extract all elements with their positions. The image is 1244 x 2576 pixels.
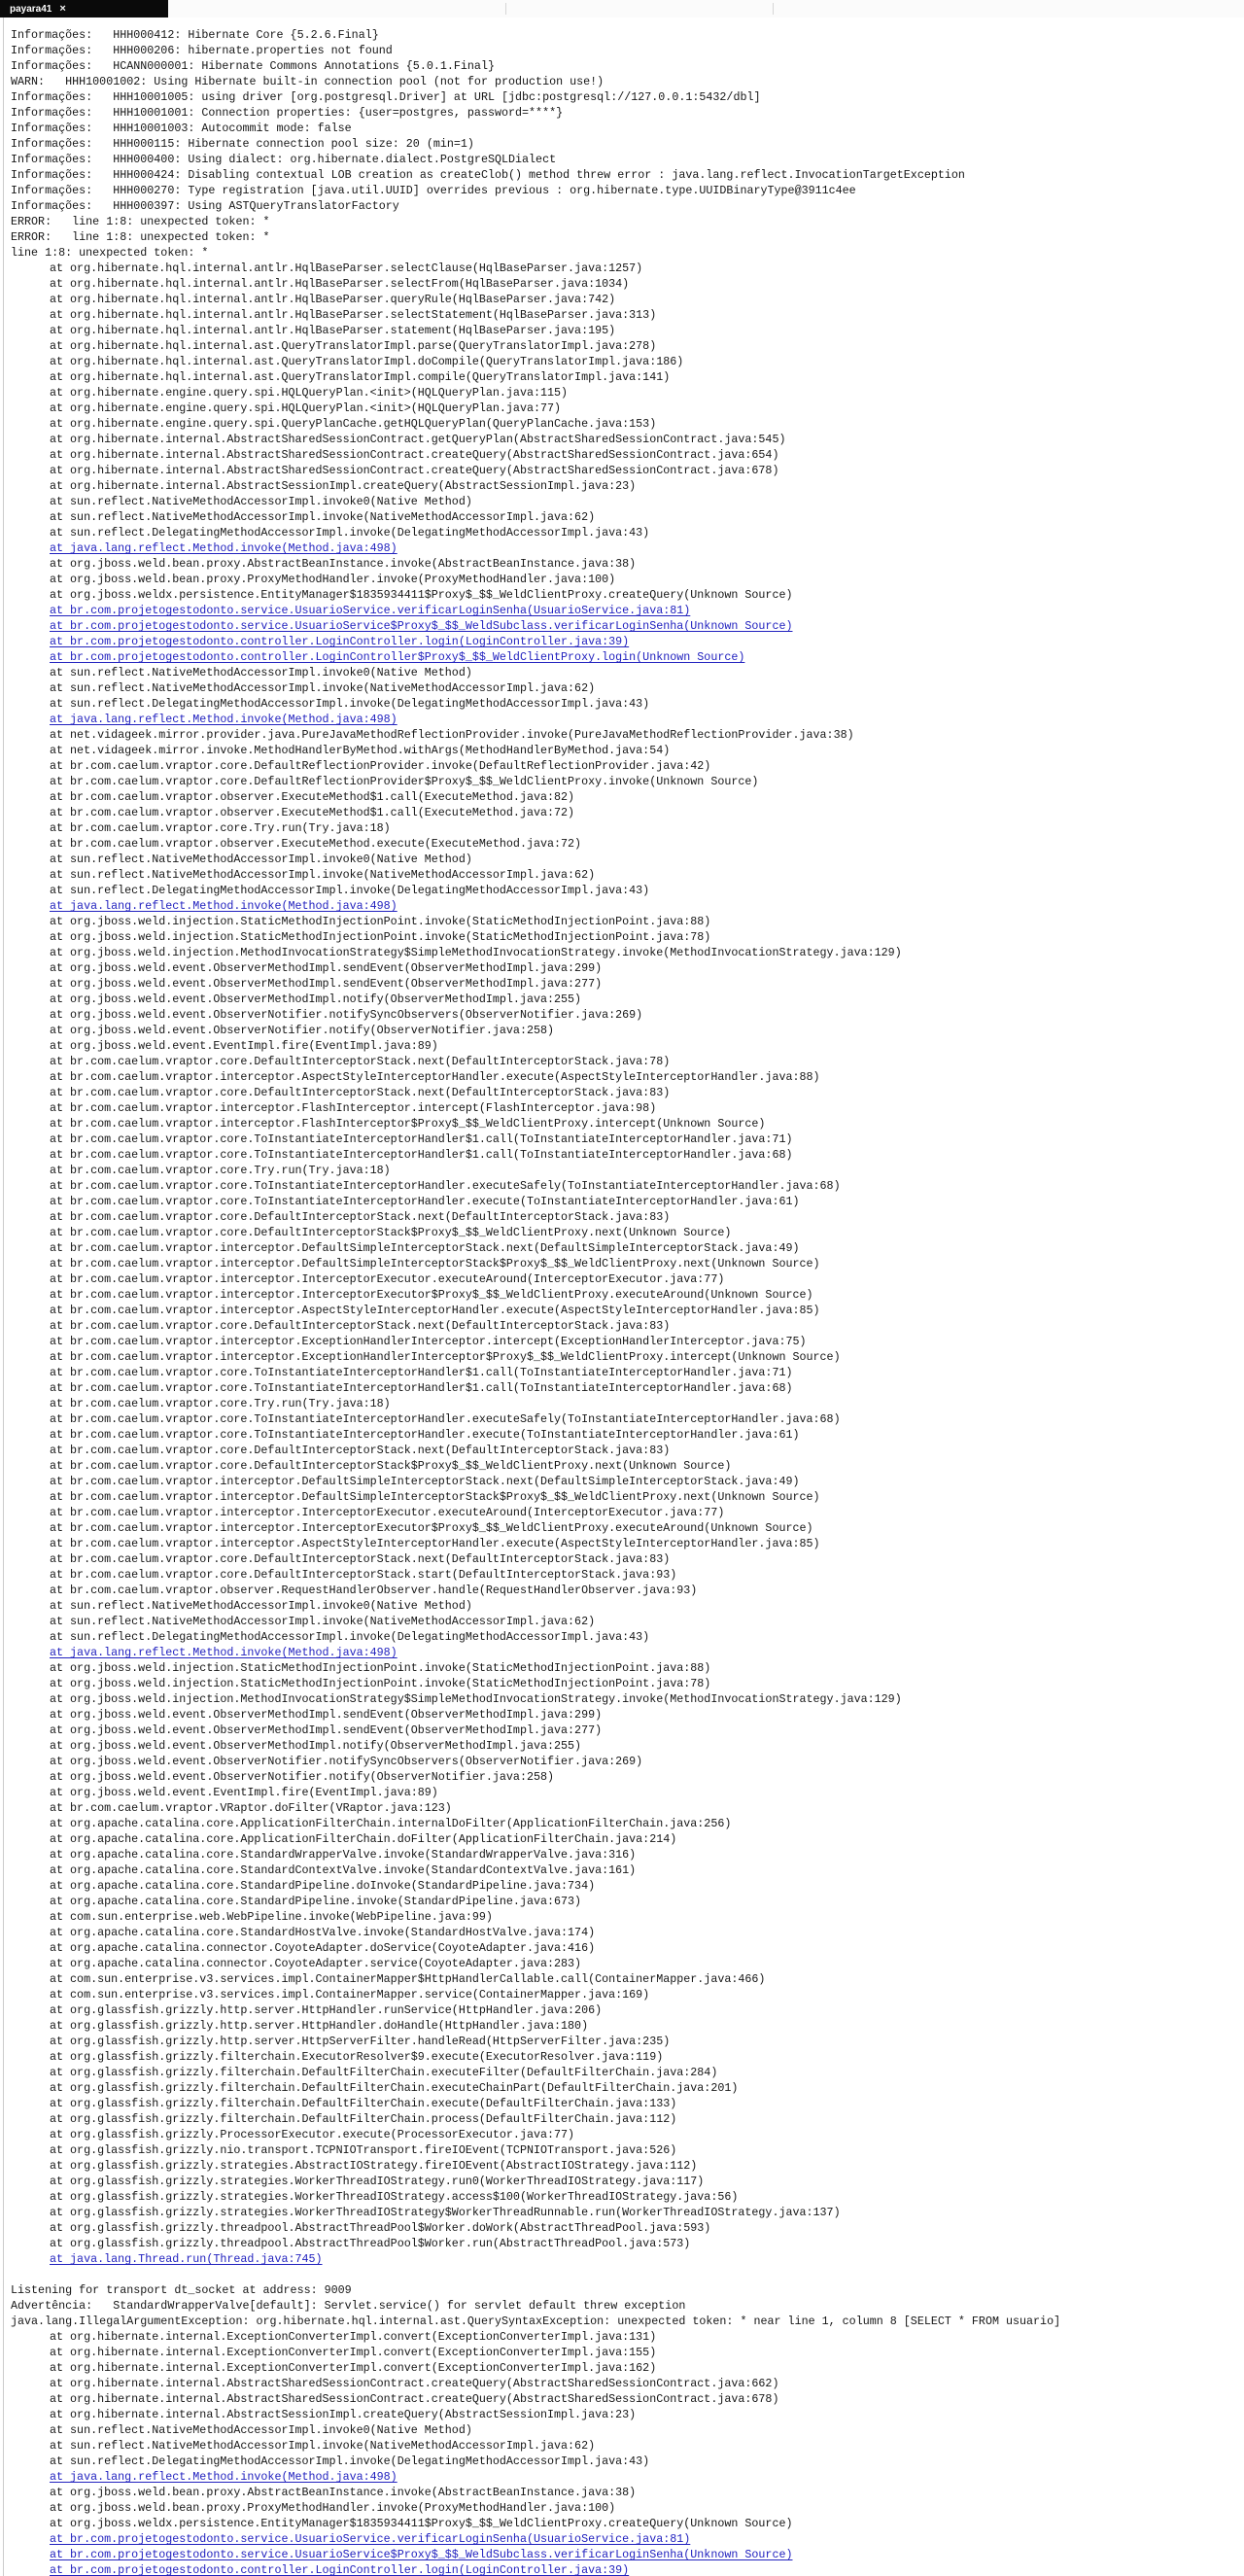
log-line xyxy=(11,1645,1244,1660)
log-line: at br.com.caelum.vraptor.core.ToInstantiateInterceptorHandler.executeSafely(ToInstantiateInterceptorHandler.java:68) xyxy=(50,1412,841,1426)
log-line: at org.jboss.weld.event.ObserverMethodImpl.sendEvent(ObserverMethodImpl.java:299) xyxy=(50,961,603,975)
log-line: at org.apache.catalina.connector.CoyoteAdapter.doService(CoyoteAdapter.java:416) xyxy=(50,1941,596,1955)
log-line: at br.com.caelum.vraptor.interceptor.ExceptionHandlerInterceptor$Proxy$_$$_WeldClientProxy.intercept(Unknown Source) xyxy=(50,1350,841,1364)
log-line: at org.jboss.weld.event.EventImpl.fire(EventImpl.java:89) xyxy=(50,1039,438,1053)
log-line: at br.com.caelum.vraptor.core.DefaultInterceptorStack$Proxy$_$$_WeldClientProxy.next(Unknown Source) xyxy=(50,1459,732,1473)
log-line: at br.com.caelum.vraptor.core.DefaultReflectionProvider$Proxy$_$$_WeldClientProxy.invoke(Unknown Source) xyxy=(50,775,759,788)
log-line: at org.glassfish.grizzly.strategies.AbstractIOStrategy.fireIOEvent(AbstractIOStrategy.java:112) xyxy=(50,2159,698,2173)
log-line: at org.hibernate.internal.AbstractSessionImpl.createQuery(AbstractSessionImpl.java:23) xyxy=(50,479,637,493)
log-line: at org.jboss.weld.event.ObserverMethodImpl.notify(ObserverMethodImpl.java:255) xyxy=(50,992,582,1006)
log-line: at org.glassfish.grizzly.filterchain.DefaultFilterChain.process(DefaultFilterChain.java:112) xyxy=(50,2112,677,2126)
stack-trace-link[interactable]: at br.com.projetogestodonto.service.UsuarioService$Proxy$_$$_WeldSubclass.verificarLoginSenha(Unknown Source) xyxy=(50,2548,793,2561)
log-line: at org.apache.catalina.connector.CoyoteAdapter.service(CoyoteAdapter.java:283) xyxy=(50,1957,582,1970)
log-line: at org.hibernate.hql.internal.antlr.HqlBaseParser.statement(HqlBaseParser.java:195) xyxy=(50,324,616,337)
log-line: Informações: HCANN000001: Hibernate Commons Annotations {5.0.1.Final} xyxy=(11,59,495,73)
log-line: Informações: HHH000206: hibernate.properties not found xyxy=(11,44,393,57)
log-line: at br.com.caelum.vraptor.core.DefaultInterceptorStack.next(DefaultInterceptorStack.java:83) xyxy=(50,1210,671,1224)
log-line: at org.hibernate.internal.AbstractSessionImpl.createQuery(AbstractSessionImpl.java:23) xyxy=(50,2408,637,2421)
log-line: at br.com.caelum.vraptor.interceptor.DefaultSimpleInterceptorStack.next(DefaultSimpleInterceptorStack.java:49) xyxy=(50,1475,800,1488)
tab-strip-separator xyxy=(773,3,774,15)
log-line: at org.jboss.weldx.persistence.EntityManager$1835934411$Proxy$_$$_WeldClientProxy.createQuery(Unknown Source) xyxy=(50,588,793,602)
log-line xyxy=(11,712,1244,727)
log-line: at org.glassfish.grizzly.ProcessorExecutor.execute(ProcessorExecutor.java:77) xyxy=(50,2128,575,2141)
log-line: at br.com.caelum.vraptor.core.ToInstantiateInterceptorHandler.execute(ToInstantiateInterceptorHandler.java:61) xyxy=(50,1195,800,1208)
log-line: Advertência: StandardWrapperValve[default]: Servlet.service() for servlet default threw exception xyxy=(11,2299,686,2313)
log-line: at org.hibernate.hql.internal.antlr.HqlBaseParser.queryRule(HqlBaseParser.java:742) xyxy=(50,293,616,306)
log-line: at br.com.caelum.vraptor.observer.RequestHandlerObserver.handle(RequestHandlerObserver.java:93) xyxy=(50,1584,698,1597)
log-line: at br.com.caelum.vraptor.interceptor.AspectStyleInterceptorHandler.execute(AspectStyleInterceptorHandler.java:85) xyxy=(50,1304,820,1317)
log-line: at br.com.caelum.vraptor.core.DefaultInterceptorStack.next(DefaultInterceptorStack.java:83) xyxy=(50,1319,671,1333)
log-line: at br.com.caelum.vraptor.core.DefaultInterceptorStack.next(DefaultInterceptorStack.java:83) xyxy=(50,1444,671,1457)
stack-trace-link[interactable]: at java.lang.reflect.Method.invoke(Method.java:498) xyxy=(50,1646,397,1659)
log-line: at org.jboss.weld.bean.proxy.AbstractBeanInstance.invoke(AbstractBeanInstance.java:38) xyxy=(50,557,637,571)
log-line: at org.hibernate.engine.query.spi.HQLQueryPlan.<init>(HQLQueryPlan.java:115) xyxy=(50,386,569,400)
log-line: at br.com.caelum.vraptor.interceptor.DefaultSimpleInterceptorStack.next(DefaultSimpleInterceptorStack.java:49) xyxy=(50,1241,800,1255)
log-line: java.lang.IllegalArgumentException: org.hibernate.hql.internal.ast.QuerySyntaxException: unexpected token: * near line 1, column 8 [SELECT * FROM usuario] xyxy=(11,2315,1061,2328)
log-line: at br.com.caelum.vraptor.interceptor.InterceptorExecutor$Proxy$_$$_WeldClientProxy.executeAround(Unknown Source) xyxy=(50,1288,813,1302)
stack-trace-link[interactable]: at java.lang.reflect.Method.invoke(Method.java:498) xyxy=(50,2470,397,2484)
log-line: at sun.reflect.DelegatingMethodAccessorImpl.invoke(DelegatingMethodAccessorImpl.java:43) xyxy=(50,2454,650,2468)
log-line: at org.glassfish.grizzly.filterchain.DefaultFilterChain.execute(DefaultFilterChain.java:133) xyxy=(50,2097,677,2110)
log-line: at sun.reflect.DelegatingMethodAccessorImpl.invoke(DelegatingMethodAccessorImpl.java:43) xyxy=(50,884,650,897)
log-line: at org.jboss.weld.injection.StaticMethodInjectionPoint.invoke(StaticMethodInjectionPoint.java:88) xyxy=(50,915,711,928)
log-line: at br.com.caelum.vraptor.core.ToInstantiateInterceptorHandler$1.call(ToInstantiateInterceptorHandler.java:71) xyxy=(50,1366,793,1379)
log-line: ERROR: line 1:8: unexpected token: * xyxy=(11,230,270,244)
log-line: at org.hibernate.internal.ExceptionConverterImpl.convert(ExceptionConverterImpl.java:162) xyxy=(50,2361,657,2375)
log-line: at br.com.caelum.vraptor.core.ToInstantiateInterceptorHandler.executeSafely(ToInstantiateInterceptorHandler.java:68) xyxy=(50,1179,841,1193)
log-line: at sun.reflect.NativeMethodAccessorImpl.invoke(NativeMethodAccessorImpl.java:62) xyxy=(50,1615,596,1628)
log-line xyxy=(11,2469,1244,2485)
log-line: at org.apache.catalina.core.StandardWrapperValve.invoke(StandardWrapperValve.java:316) xyxy=(50,1848,637,1862)
log-line: line 1:8: unexpected token: * xyxy=(11,246,209,260)
log-line: at org.glassfish.grizzly.strategies.WorkerThreadIOStrategy$WorkerThreadRunnable.run(WorkerThreadIOStrategy.java:137) xyxy=(50,2206,841,2219)
log-line: ERROR: line 1:8: unexpected token: * xyxy=(11,215,270,228)
log-line: at sun.reflect.NativeMethodAccessorImpl.invoke(NativeMethodAccessorImpl.java:62) xyxy=(50,681,596,695)
log-line: at org.jboss.weld.injection.StaticMethodInjectionPoint.invoke(StaticMethodInjectionPoint.java:78) xyxy=(50,930,711,944)
log-line: at br.com.caelum.vraptor.interceptor.InterceptorExecutor$Proxy$_$$_WeldClientProxy.executeAround(Unknown Source) xyxy=(50,1521,813,1535)
log-line xyxy=(11,2547,1244,2562)
stack-trace-link[interactable]: at java.lang.reflect.Method.invoke(Method.java:498) xyxy=(50,713,397,726)
output-tab-bar xyxy=(0,0,1244,17)
tab-label: payara41 xyxy=(10,3,52,15)
log-line: at org.hibernate.engine.query.spi.HQLQueryPlan.<init>(HQLQueryPlan.java:77) xyxy=(50,401,562,415)
log-line: at br.com.caelum.vraptor.interceptor.InterceptorExecutor.executeAround(InterceptorExecutor.java:77) xyxy=(50,1272,725,1286)
log-line: at br.com.caelum.vraptor.core.Try.run(Try.java:18) xyxy=(50,1397,391,1410)
log-line: at org.hibernate.hql.internal.antlr.HqlBaseParser.selectClause(HqlBaseParser.java:1257) xyxy=(50,261,643,275)
log-line: at sun.reflect.NativeMethodAccessorImpl.invoke(NativeMethodAccessorImpl.java:62) xyxy=(50,510,596,524)
stack-trace-link[interactable]: at br.com.projetogestodonto.controller.LoginController$Proxy$_$$_WeldClientProxy.login(Unknown Source) xyxy=(50,650,745,664)
log-line: Informações: HHH000412: Hibernate Core {5.2.6.Final} xyxy=(11,28,379,42)
stack-trace-link[interactable]: at java.lang.Thread.run(Thread.java:745) xyxy=(50,2252,323,2266)
log-line: at org.jboss.weld.event.ObserverNotifier.notifySyncObservers(ObserverNotifier.java:269) xyxy=(50,1008,643,1022)
log-line: at org.hibernate.internal.AbstractSharedSessionContract.createQuery(AbstractSharedSessionContract.java:654) xyxy=(50,448,779,462)
stack-trace-link[interactable]: at java.lang.reflect.Method.invoke(Method.java:498) xyxy=(50,541,397,555)
log-line: at br.com.caelum.vraptor.interceptor.FlashInterceptor$Proxy$_$$_WeldClientProxy.intercept(Unknown Source) xyxy=(50,1117,766,1131)
log-line: at org.hibernate.internal.AbstractSharedSessionContract.createQuery(AbstractSharedSessionContract.java:678) xyxy=(50,464,779,477)
log-line: at org.jboss.weld.event.ObserverMethodImpl.sendEvent(ObserverMethodImpl.java:277) xyxy=(50,1723,603,1737)
log-line: at org.hibernate.hql.internal.antlr.HqlBaseParser.selectFrom(HqlBaseParser.java:1034) xyxy=(50,277,630,291)
log-line: at org.hibernate.hql.internal.ast.QueryTranslatorImpl.parse(QueryTranslatorImpl.java:278) xyxy=(50,339,657,353)
log-line: at org.hibernate.hql.internal.ast.QueryTranslatorImpl.doCompile(QueryTranslatorImpl.java:186) xyxy=(50,355,684,368)
log-line: at org.jboss.weld.event.ObserverMethodImpl.sendEvent(ObserverMethodImpl.java:277) xyxy=(50,977,603,991)
log-line: Informações: HHH10001003: Autocommit mode: false xyxy=(11,122,352,135)
log-line: at org.apache.catalina.core.StandardHostValve.invoke(StandardHostValve.java:174) xyxy=(50,1926,596,1939)
log-line: at org.hibernate.internal.AbstractSharedSessionContract.getQueryPlan(AbstractSharedSessionContract.java:545) xyxy=(50,433,786,446)
log-line: at org.jboss.weld.event.ObserverNotifier.notify(ObserverNotifier.java:258) xyxy=(50,1770,555,1784)
log-line: at sun.reflect.NativeMethodAccessorImpl.invoke0(Native Method) xyxy=(50,666,472,679)
log-line: at org.glassfish.grizzly.filterchain.ExecutorResolver$9.execute(ExecutorResolver.java:119) xyxy=(50,2050,664,2064)
log-line: at br.com.caelum.vraptor.core.ToInstantiateInterceptorHandler$1.call(ToInstantiateInterceptorHandler.java:71) xyxy=(50,1132,793,1146)
log-line: at br.com.caelum.vraptor.observer.ExecuteMethod$1.call(ExecuteMethod.java:72) xyxy=(50,806,575,819)
log-line: Informações: HHH000400: Using dialect: org.hibernate.dialect.PostgreSQLDialect xyxy=(11,153,557,166)
log-line: at br.com.caelum.vraptor.interceptor.AspectStyleInterceptorHandler.execute(AspectStyleInterceptorHandler.java:88) xyxy=(50,1070,820,1084)
log-line: at sun.reflect.NativeMethodAccessorImpl.invoke(NativeMethodAccessorImpl.java:62) xyxy=(50,2439,596,2453)
log-line: at org.glassfish.grizzly.threadpool.AbstractThreadPool$Worker.run(AbstractThreadPool.java:573) xyxy=(50,2237,691,2250)
log-line xyxy=(11,649,1244,665)
close-icon[interactable]: × xyxy=(59,3,66,15)
log-line xyxy=(11,2251,1244,2267)
log-line: at br.com.caelum.vraptor.interceptor.InterceptorExecutor.executeAround(InterceptorExecutor.java:77) xyxy=(50,1506,725,1519)
log-line: WARN: HHH10001002: Using Hibernate built-in connection pool (not for production use!) xyxy=(11,75,605,88)
log-line: at org.jboss.weld.bean.proxy.ProxyMethodHandler.invoke(ProxyMethodHandler.java:100) xyxy=(50,2501,616,2515)
log-line: at br.com.caelum.vraptor.interceptor.FlashInterceptor.intercept(FlashInterceptor.java:98) xyxy=(50,1101,657,1115)
log-line: at br.com.caelum.vraptor.core.DefaultInterceptorStack$Proxy$_$$_WeldClientProxy.next(Unknown Source) xyxy=(50,1226,732,1239)
stack-trace-link[interactable]: at br.com.projetogestodonto.service.UsuarioService.verificarLoginSenha(UsuarioService.java:81) xyxy=(50,604,691,617)
log-line: at br.com.caelum.vraptor.interceptor.AspectStyleInterceptorHandler.execute(AspectStyleInterceptorHandler.java:85) xyxy=(50,1537,820,1550)
log-line: Informações: HHH000397: Using ASTQueryTranslatorFactory xyxy=(11,199,399,213)
log-line: Informações: HHH10001001: Connection properties: {user=postgres, password=****} xyxy=(11,106,564,120)
log-line: at org.glassfish.grizzly.strategies.WorkerThreadIOStrategy.run0(WorkerThreadIOStrategy.java:117) xyxy=(50,2175,705,2188)
log-line: at org.glassfish.grizzly.threadpool.AbstractThreadPool$Worker.doWork(AbstractThreadPool.java:593) xyxy=(50,2221,711,2235)
log-line: at br.com.caelum.vraptor.interceptor.ExceptionHandlerInterceptor.intercept(ExceptionHandlerInterceptor.java:75) xyxy=(50,1335,807,1348)
log-line: at br.com.caelum.vraptor.core.DefaultReflectionProvider.invoke(DefaultReflectionProvider.java:42) xyxy=(50,759,711,773)
log-line xyxy=(11,2562,1244,2576)
log-line: at sun.reflect.NativeMethodAccessorImpl.invoke0(Native Method) xyxy=(50,853,472,866)
log-line: at org.apache.catalina.core.StandardContextValve.invoke(StandardContextValve.java:161) xyxy=(50,1863,637,1877)
log-line: at org.jboss.weld.bean.proxy.AbstractBeanInstance.invoke(AbstractBeanInstance.java:38) xyxy=(50,2486,637,2499)
log-line: at br.com.caelum.vraptor.core.Try.run(Try.java:18) xyxy=(50,821,391,835)
log-line xyxy=(11,540,1244,556)
log-line: at org.hibernate.engine.query.spi.QueryPlanCache.getHQLQueryPlan(QueryPlanCache.java:153) xyxy=(50,417,657,431)
log-line: Listening for transport dt_socket at address: 9009 xyxy=(11,2283,352,2297)
log-line: at br.com.caelum.vraptor.VRaptor.doFilter(VRaptor.java:123) xyxy=(50,1801,452,1815)
log-line: at org.hibernate.internal.AbstractSharedSessionContract.createQuery(AbstractSharedSessionContract.java:678) xyxy=(50,2392,779,2406)
console-output[interactable] xyxy=(0,17,1244,2576)
log-line: at org.jboss.weld.event.ObserverNotifier.notifySyncObservers(ObserverNotifier.java:269) xyxy=(50,1755,643,1768)
stack-trace-link[interactable]: at br.com.projetogestodonto.service.UsuarioService.verificarLoginSenha(UsuarioService.java:81) xyxy=(50,2532,691,2546)
log-line: at org.hibernate.internal.ExceptionConverterImpl.convert(ExceptionConverterImpl.java:155) xyxy=(50,2346,657,2359)
log-line: at org.jboss.weld.event.ObserverNotifier.notify(ObserverNotifier.java:258) xyxy=(50,1024,555,1037)
tab-payara41[interactable] xyxy=(0,0,168,17)
log-line: at br.com.caelum.vraptor.interceptor.DefaultSimpleInterceptorStack$Proxy$_$$_WeldClientProxy.next(Unknown Source) xyxy=(50,1490,820,1504)
log-line xyxy=(11,603,1244,618)
log-line: at org.hibernate.internal.ExceptionConverterImpl.convert(ExceptionConverterImpl.java:131) xyxy=(50,2330,657,2344)
log-line: at org.glassfish.grizzly.nio.transport.TCPNIOTransport.fireIOEvent(TCPNIOTransport.java:526) xyxy=(50,2143,677,2157)
log-line: at sun.reflect.DelegatingMethodAccessorImpl.invoke(DelegatingMethodAccessorImpl.java:43) xyxy=(50,526,650,540)
stack-trace-link[interactable]: at br.com.projetogestodonto.controller.LoginController.login(LoginController.java:39) xyxy=(50,2563,630,2576)
log-line xyxy=(11,898,1244,914)
stack-trace-link[interactable]: at java.lang.reflect.Method.invoke(Method.java:498) xyxy=(50,899,397,913)
log-line: at org.jboss.weld.injection.StaticMethodInjectionPoint.invoke(StaticMethodInjectionPoint.java:78) xyxy=(50,1677,711,1690)
log-line: at br.com.caelum.vraptor.observer.ExecuteMethod$1.call(ExecuteMethod.java:82) xyxy=(50,790,575,804)
log-line xyxy=(11,634,1244,649)
log-line: at com.sun.enterprise.web.WebPipeline.invoke(WebPipeline.java:99) xyxy=(50,1910,493,1924)
log-line: at br.com.caelum.vraptor.core.DefaultInterceptorStack.start(DefaultInterceptorStack.java:93) xyxy=(50,1568,677,1582)
log-line: at org.apache.catalina.core.ApplicationFilterChain.internalDoFilter(ApplicationFilterChain.java:256) xyxy=(50,1817,732,1830)
log-line: at org.hibernate.hql.internal.ast.QueryTranslatorImpl.compile(QueryTranslatorImpl.java:141) xyxy=(50,370,671,384)
log-line: Informações: HHH000424: Disabling contextual LOB creation as createClob() method threw error : java.lang.reflect.InvocationTargetException xyxy=(11,168,965,182)
log-line: at org.jboss.weld.event.ObserverMethodImpl.notify(ObserverMethodImpl.java:255) xyxy=(50,1739,582,1753)
log-line: at br.com.caelum.vraptor.core.Try.run(Try.java:18) xyxy=(50,1164,391,1177)
log-line: at org.glassfish.grizzly.http.server.HttpHandler.runService(HttpHandler.java:206) xyxy=(50,2003,603,2017)
log-line: at br.com.caelum.vraptor.core.DefaultInterceptorStack.next(DefaultInterceptorStack.java:78) xyxy=(50,1055,671,1068)
log-line: at org.glassfish.grizzly.strategies.WorkerThreadIOStrategy.access$100(WorkerThreadIOStrategy.java:56) xyxy=(50,2190,739,2204)
log-line: at org.jboss.weld.injection.StaticMethodInjectionPoint.invoke(StaticMethodInjectionPoint.java:88) xyxy=(50,1661,711,1675)
log-line: at org.jboss.weldx.persistence.EntityManager$1835934411$Proxy$_$$_WeldClientProxy.createQuery(Unknown Source) xyxy=(50,2517,793,2530)
log-line: at org.hibernate.hql.internal.antlr.HqlBaseParser.selectStatement(HqlBaseParser.java:313) xyxy=(50,308,657,322)
log-line: at org.hibernate.internal.AbstractSharedSessionContract.createQuery(AbstractSharedSessionContract.java:662) xyxy=(50,2377,779,2390)
log-line: at br.com.caelum.vraptor.core.ToInstantiateInterceptorHandler.execute(ToInstantiateInterceptorHandler.java:61) xyxy=(50,1428,800,1442)
stack-trace-link[interactable]: at br.com.projetogestodonto.service.UsuarioService$Proxy$_$$_WeldSubclass.verificarLoginSenha(Unknown Source) xyxy=(50,619,793,633)
log-line: Informações: HHH10001005: using driver [org.postgresql.Driver] at URL [jdbc:postgresql://127.0.0.1:5432/dbl] xyxy=(11,90,761,104)
log-line: at net.vidageek.mirror.provider.java.PureJavaMethodReflectionProvider.invoke(PureJavaMethodReflectionProvider.java:38) xyxy=(50,728,854,742)
log-line xyxy=(11,2531,1244,2547)
log-line: at br.com.caelum.vraptor.observer.ExecuteMethod.execute(ExecuteMethod.java:72) xyxy=(50,837,582,851)
log-line: at sun.reflect.DelegatingMethodAccessorImpl.invoke(DelegatingMethodAccessorImpl.java:43) xyxy=(50,1630,650,1644)
log-line: at org.glassfish.grizzly.filterchain.DefaultFilterChain.executeChainPart(DefaultFilterChain.java:201) xyxy=(50,2081,739,2095)
log-line: at org.glassfish.grizzly.filterchain.DefaultFilterChain.executeFilter(DefaultFilterChain.java:284) xyxy=(50,2066,718,2079)
log-line: at br.com.caelum.vraptor.core.ToInstantiateInterceptorHandler$1.call(ToInstantiateInterceptorHandler.java:68) xyxy=(50,1381,793,1395)
log-line: at com.sun.enterprise.v3.services.impl.ContainerMapper.service(ContainerMapper.java:169) xyxy=(50,1988,650,2002)
log-line: at com.sun.enterprise.v3.services.impl.ContainerMapper$HttpHandlerCallable.call(ContainerMapper.java:466) xyxy=(50,1972,766,1986)
log-line xyxy=(11,2267,1244,2282)
log-line: at org.jboss.weld.injection.MethodInvocationStrategy$SimpleMethodInvocationStrategy.invoke(MethodInvocationStrategy.java:129) xyxy=(50,1692,902,1706)
log-line: at org.jboss.weld.bean.proxy.ProxyMethodHandler.invoke(ProxyMethodHandler.java:100) xyxy=(50,573,616,586)
log-line: at org.glassfish.grizzly.http.server.HttpServerFilter.handleRead(HttpServerFilter.java:235) xyxy=(50,2035,671,2048)
log-line: at sun.reflect.NativeMethodAccessorImpl.invoke0(Native Method) xyxy=(50,1599,472,1613)
log-line: at sun.reflect.NativeMethodAccessorImpl.invoke0(Native Method) xyxy=(50,2423,472,2437)
log-line: at sun.reflect.NativeMethodAccessorImpl.invoke(NativeMethodAccessorImpl.java:62) xyxy=(50,868,596,882)
log-line: at org.jboss.weld.injection.MethodInvocationStrategy$SimpleMethodInvocationStrategy.invoke(MethodInvocationStrategy.java:129) xyxy=(50,946,902,959)
log-line xyxy=(11,618,1244,634)
log-line: at org.jboss.weld.event.ObserverMethodImpl.sendEvent(ObserverMethodImpl.java:299) xyxy=(50,1708,603,1722)
log-line: at net.vidageek.mirror.invoke.MethodHandlerByMethod.withArgs(MethodHandlerByMethod.java:54) xyxy=(50,744,671,757)
log-line: at org.apache.catalina.core.StandardPipeline.invoke(StandardPipeline.java:673) xyxy=(50,1895,582,1908)
log-line: at br.com.caelum.vraptor.core.DefaultInterceptorStack.next(DefaultInterceptorStack.java:83) xyxy=(50,1086,671,1099)
log-line: Informações: HHH000115: Hibernate connection pool size: 20 (min=1) xyxy=(11,137,474,151)
log-line: at br.com.caelum.vraptor.interceptor.DefaultSimpleInterceptorStack$Proxy$_$$_WeldClientProxy.next(Unknown Source) xyxy=(50,1257,820,1271)
log-line: at org.apache.catalina.core.ApplicationFilterChain.doFilter(ApplicationFilterChain.java:214) xyxy=(50,1832,677,1846)
log-line: at sun.reflect.NativeMethodAccessorImpl.invoke0(Native Method) xyxy=(50,495,472,508)
tab-strip-separator xyxy=(505,3,506,15)
log-line: at br.com.caelum.vraptor.core.ToInstantiateInterceptorHandler$1.call(ToInstantiateInterceptorHandler.java:68) xyxy=(50,1148,793,1162)
log-line: Informações: HHH000270: Type registration [java.util.UUID] overrides previous : org.hibernate.type.UUIDBinaryType@3911c4ee xyxy=(11,184,856,197)
log-line: at br.com.caelum.vraptor.core.DefaultInterceptorStack.next(DefaultInterceptorStack.java:83) xyxy=(50,1552,671,1566)
log-line: at sun.reflect.DelegatingMethodAccessorImpl.invoke(DelegatingMethodAccessorImpl.java:43) xyxy=(50,697,650,711)
log-line: at org.jboss.weld.event.EventImpl.fire(EventImpl.java:89) xyxy=(50,1786,438,1799)
log-line: at org.glassfish.grizzly.http.server.HttpHandler.doHandle(HttpHandler.java:180) xyxy=(50,2019,589,2033)
log-line: at org.apache.catalina.core.StandardPipeline.doInvoke(StandardPipeline.java:734) xyxy=(50,1879,596,1893)
stack-trace-link[interactable]: at br.com.projetogestodonto.controller.LoginController.login(LoginController.java:39) xyxy=(50,635,630,648)
